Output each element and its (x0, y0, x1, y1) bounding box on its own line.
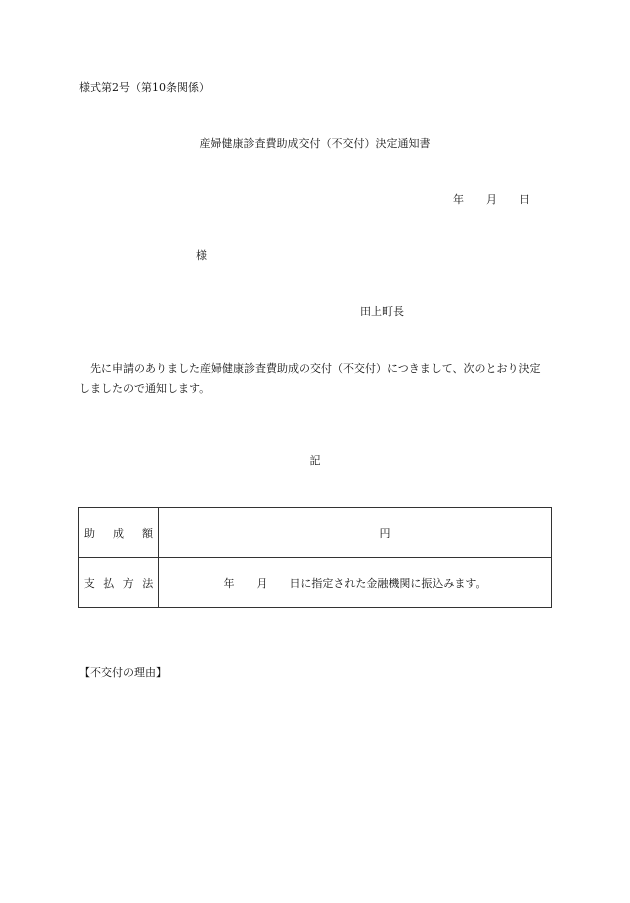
payment-method-label (79, 558, 159, 608)
payment-year: 年 (223, 576, 235, 590)
notice-body: 先に申請のありました産婦健康診査費助成の交付（不交付）につきまして、次のとおり決定しましたので通知します。 (79, 362, 541, 395)
yen-unit: 円 (379, 526, 391, 540)
amount-label (79, 508, 159, 558)
form-number: 様式第2号（第10条関係） (79, 81, 210, 94)
label-char: 支 (83, 576, 95, 590)
table-row-amount (79, 508, 552, 558)
non-grant-reason-heading: 【不交付の理由】 (79, 666, 167, 679)
label-char: 助 (84, 526, 95, 540)
issuer-name: 田上町長 (360, 305, 404, 318)
label-char: 法 (142, 576, 154, 590)
amount-value-cell (159, 508, 552, 558)
label-char: 払 (103, 576, 115, 590)
date-day: 日 (519, 193, 530, 206)
recipient-suffix: 様 (196, 249, 207, 262)
date-year: 年 (453, 193, 464, 206)
date-month: 月 (486, 193, 497, 206)
payment-month: 月 (256, 576, 268, 590)
date-line (453, 194, 530, 205)
payment-method-value (159, 558, 552, 608)
table-row-payment (79, 558, 552, 608)
payment-rest: 日に指定された金融機関に振込みます。 (289, 576, 487, 590)
grant-table (78, 507, 552, 608)
ki-mark: 記 (309, 454, 321, 467)
label-char: 額 (142, 526, 153, 540)
document-title: 産婦健康診査費助成交付（不交付）決定通知書 (199, 137, 431, 150)
label-char: 成 (113, 526, 124, 540)
label-char: 方 (122, 576, 134, 590)
